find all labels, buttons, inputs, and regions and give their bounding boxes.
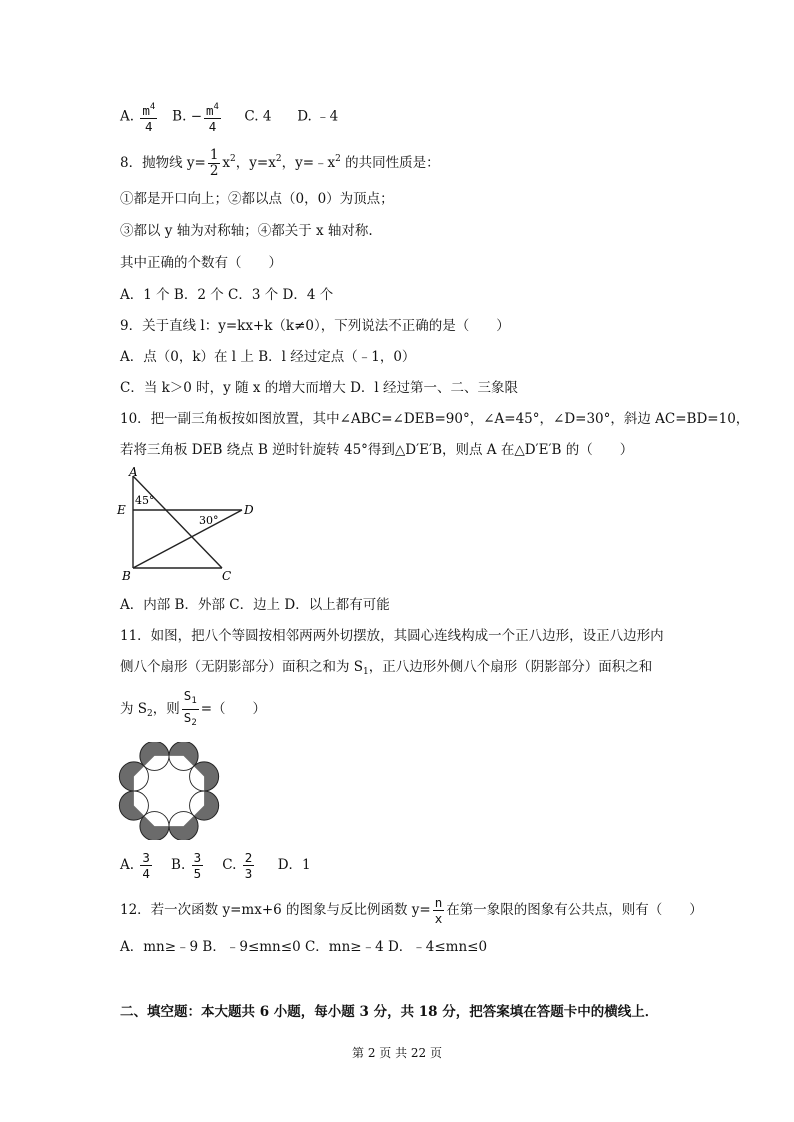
- q11-stem-3-a: 为 S: [120, 701, 148, 717]
- q11-stem-1: 11．如图，把八个等圆按相邻两两外切摆放，其圆心连线构成一个正八边形，设正八边形内: [120, 628, 664, 644]
- q10-stem-2: 若将三角板 DEB 绕点 B 逆时针旋转 45°得到△D′E′B，则点 A 在△D′E′B 的（ ）: [120, 442, 634, 458]
- q11-frac-den-s: S: [183, 710, 192, 725]
- q11-opt-c-fraction: [243, 850, 255, 881]
- q11-opt-b-num: 3: [193, 850, 202, 865]
- q7-option-b-fraction: [204, 100, 221, 134]
- q11-opt-a-num: 3: [142, 850, 150, 865]
- q11-opt-c-num: 2: [244, 850, 253, 865]
- q7-options: [120, 100, 338, 134]
- q8-suffix-2: ，y=﹣x: [281, 155, 336, 171]
- q11-opt-a-label: A.: [120, 857, 135, 873]
- q12-options: A．mn≥﹣9 B．﹣9≤mn≤0 C．mn≥﹣4 D．﹣4≤mn≤0: [120, 939, 488, 955]
- q7-option-a-label: A.: [120, 108, 135, 125]
- q11-opt-a-den: 4: [142, 866, 150, 881]
- q9-stem: 9．关于直线 l：y=kx+k（k≠0），下列说法不正确的是（ ）: [120, 318, 510, 334]
- section2-heading: 二、填空题：本大题共 6 小题，每小题 3 分，共 18 分，把答案填在答题卡中的横线上．: [120, 1004, 659, 1020]
- q10-label-C: C: [222, 569, 232, 583]
- q7-b-num: m: [206, 103, 214, 118]
- q12-frac-den: x: [434, 911, 443, 926]
- q7-option-b-label: B.: [172, 108, 187, 125]
- q11-opt-b-fraction: [192, 850, 204, 881]
- q7-b-exp: 4: [213, 102, 219, 112]
- q12-stem: [120, 895, 703, 926]
- q11-stem-3-b: ，则: [152, 701, 180, 717]
- q11-stem-3-c: =（ ）: [200, 701, 267, 717]
- q7-option-d: D. ﹣4: [297, 108, 339, 125]
- q8-exp: 2: [230, 154, 236, 164]
- q8-suffix-1: ，y=x: [235, 155, 276, 171]
- q8-options: A．1 个 B．2 个 C．3 个 D．4 个: [120, 287, 334, 303]
- q8-line2: ③都以 y 轴为对称轴；④都关于 x 轴对称.: [120, 223, 373, 239]
- q11-opt-a-fraction: [140, 850, 152, 881]
- q11-frac-num-s: S: [183, 688, 192, 703]
- q10-label-D: D: [244, 503, 254, 517]
- q10-options: A．内部 B．外部 C．边上 D．以上都有可能: [120, 597, 390, 613]
- q8-line1: ①都是开口向上；②都以点（0，0）为顶点；: [120, 191, 394, 207]
- q10-angle-45: 45°: [135, 494, 155, 507]
- q8-stem: [120, 148, 440, 179]
- q7-option-c: C. 4: [244, 108, 272, 125]
- q10-line-BD: [133, 510, 242, 568]
- q12-fraction: [433, 895, 445, 926]
- q11-options: [120, 850, 311, 881]
- q11-opt-d: D．1: [277, 857, 311, 873]
- q12-stem-b: 在第一象限的图象有公共点，则有（ ）: [446, 902, 703, 918]
- q11-ratio-fraction: [182, 688, 199, 731]
- q11-frac-den-sub: 2: [191, 718, 197, 728]
- q11-opt-b-label: B.: [171, 857, 186, 873]
- q11-stem-2-b: ，正八边形外侧八个扇形（阴影部分）面积之和: [368, 659, 653, 675]
- q10-label-E: E: [117, 503, 126, 517]
- q7-a-den: 4: [145, 119, 153, 134]
- q8-frac-den: 2: [209, 163, 219, 179]
- q9-options-2: C．当 k＞0 时，y 随 x 的增大而增大 D．l 经过第一、二、三象限: [120, 380, 519, 396]
- q7-a-exp: 4: [149, 102, 156, 112]
- q10-figure: [112, 462, 262, 584]
- q8-suffix-3: 的共同性质是：: [340, 155, 440, 171]
- q10-label-A: A: [129, 465, 138, 479]
- q8-exp3: 2: [335, 154, 341, 164]
- q7-option-a-fraction: [140, 100, 157, 134]
- q10-angle-30: 30°: [199, 514, 219, 527]
- q11-stem-2-a: 侧八个扇形（无阴影部分）面积之和为 S: [120, 659, 364, 675]
- q8-var: x: [222, 155, 231, 171]
- q7-b-den: 4: [208, 119, 217, 134]
- q12-frac-num: n: [434, 895, 443, 910]
- q11-s1-sub: 1: [363, 667, 369, 677]
- q11-s2-sub: 2: [147, 709, 153, 719]
- q7-b-sign: −: [190, 108, 202, 125]
- q7-a-num: m: [142, 103, 150, 118]
- q8-stem-prefix: 8．抛物线 y=: [120, 155, 206, 171]
- q11-opt-b-den: 5: [193, 866, 202, 881]
- q11-opt-c-label: C.: [222, 857, 237, 873]
- q8-line3: 其中正确的个数有（ ）: [120, 255, 282, 271]
- q8-exp2: 2: [275, 154, 282, 164]
- q11-figure: [116, 742, 222, 840]
- q12-stem-a: 12．若一次函数 y=mx+6 的图象与反比例函数 y=: [120, 902, 431, 918]
- q8-frac-num: 1: [209, 147, 219, 163]
- page-footer: 第 2 页 共 22 页: [352, 1046, 442, 1060]
- q10-stem-1: 10．把一副三角板按如图放置，其中∠ABC=∠DEB=90°，∠A=45°，∠D=30°，斜边 AC=BD=10，: [120, 411, 750, 427]
- q11-frac-num-sub: 1: [191, 696, 197, 706]
- q8-fraction: [208, 148, 221, 179]
- q11-stem-2: [120, 655, 652, 677]
- q9-options-1: A．点（0，k）在 l 上 B．l 经过定点（﹣1，0）: [120, 349, 416, 365]
- q11-stem-3: [120, 688, 266, 731]
- q10-label-B: B: [122, 569, 131, 583]
- q11-opt-c-den: 3: [244, 866, 253, 881]
